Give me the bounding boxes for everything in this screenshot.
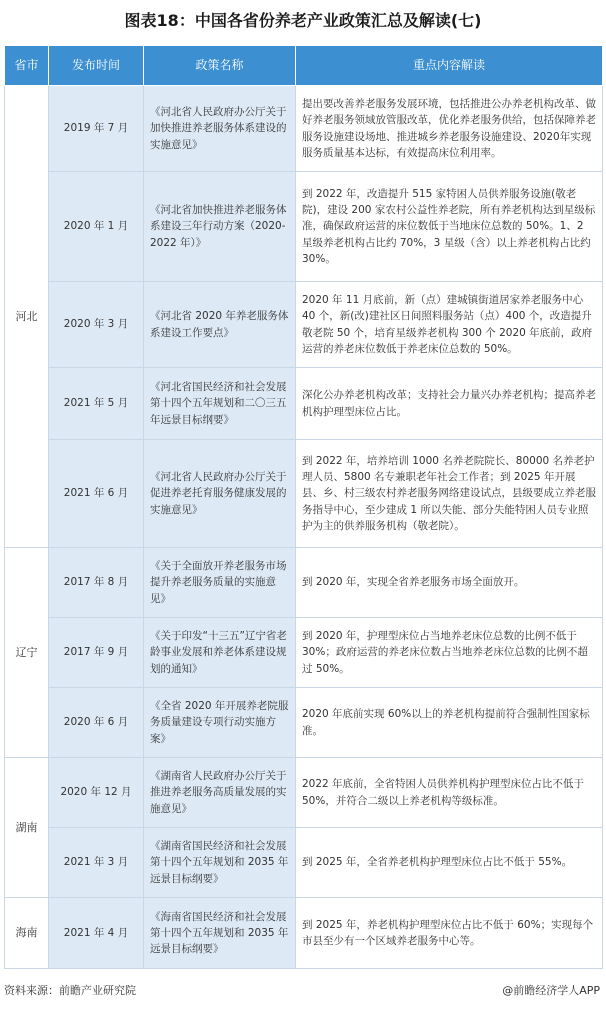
policy-table [4, 45, 603, 969]
date-cell: 2021 年 5 月 [49, 368, 144, 440]
content-cell: 到 2022 年，改造提升 515 家特困人员供养服务设施(敬老院)，建设 200 家农村公益性养老院，所有养老机构达到星级标准，确保政府运营的床位数低于当地床位总数的 50%。1、2 星级养老机构占比约 70%，3 星级（含）以上养老机构占比约 30%。 [296, 172, 603, 282]
table-row [5, 688, 603, 758]
date-cell: 2020 年 3 月 [49, 282, 144, 368]
table-row [5, 898, 603, 969]
table-row [5, 282, 603, 368]
date-cell: 2019 年 7 月 [49, 86, 144, 172]
column-header-key-content: 重点内容解读 [296, 46, 603, 86]
page-title: 图表18：中国各省份养老产业政策汇总及解读(七) [124, 11, 482, 30]
policy-name-cell: 《关于印发“十三五”辽宁省老龄事业发展和养老体系建设规划的通知》 [144, 618, 296, 688]
date-cell: 2020 年 12 月 [49, 758, 144, 828]
source-note: 资料来源：前瞻产业研究院 [4, 984, 136, 997]
policy-name-cell: 《河北省加快推进养老服务体系建设三年行动方案（2020-2022 年）》 [144, 172, 296, 282]
date-cell: 2021 年 6 月 [49, 440, 144, 548]
content-cell: 到 2020 年，实现全省养老服务市场全面放开。 [296, 548, 603, 618]
table-header-row [5, 46, 603, 86]
policy-name-cell: 《关于全面放开养老服务市场提升养老服务质量的实施意见》 [144, 548, 296, 618]
province-cell-liaoning: 辽宁 [5, 548, 49, 758]
table-row [5, 440, 603, 548]
policy-name-cell: 《海南省国民经济和社会发展第十四个五年规划和 2035 年远景目标纲要》 [144, 898, 296, 969]
policy-name-cell: 《河北省 2020 年养老服务体系建设工作要点》 [144, 282, 296, 368]
table-row [5, 172, 603, 282]
policy-name-cell: 《全省 2020 年开展养老院服务质量建设专项行动实施方案》 [144, 688, 296, 758]
content-cell: 到 2025 年，养老机构护理型床位占比不低于 60%；实现每个市县至少有一个区域养老服务中心等。 [296, 898, 603, 969]
date-cell: 2021 年 3 月 [49, 828, 144, 898]
table-row [5, 368, 603, 440]
table-row [5, 548, 603, 618]
province-cell-hebei: 河北 [5, 86, 49, 548]
content-cell: 深化公办养老机构改革；支持社会力量兴办养老机构；提高养老机构护理型床位占比。 [296, 368, 603, 440]
content-cell: 2020 年底前实现 60%以上的养老机构提前符合强制性国家标准。 [296, 688, 603, 758]
policy-name-cell: 《湖南省国民经济和社会发展第十四个五年规划和 2035 年远景目标纲要》 [144, 828, 296, 898]
content-cell: 到 2025 年，全省养老机构护理型床位占比不低于 55%。 [296, 828, 603, 898]
table-row [5, 758, 603, 828]
table-row [5, 618, 603, 688]
content-cell: 2020 年 11 月底前，新（点）建城镇街道居家养老服务中心 40 个，新(改)建社区日间照料服务站（点）400 个，改造提升敬老院 50 个，培育星级养老机构 300 个 2020 年底前，政府运营的养老床位数低于养老床位总数的 50%。 [296, 282, 603, 368]
column-header-date: 发布时间 [49, 46, 144, 86]
policy-name-cell: 《河北省人民政府办公厅关于促进养老托育服务健康发展的实施意见》 [144, 440, 296, 548]
policy-name-cell: 《河北省人民政府办公厅关于加快推进养老服务体系建设的实施意见》 [144, 86, 296, 172]
content-cell: 到 2022 年，培养培训 1000 名养老院院长、80000 名养老护理人员、5800 名专兼职老年社会工作者；到 2025 年开展县、乡、村三级农村养老服务网络建设试点，县级要成立养老服务指导中心，至少建成 1 所以失能、部分失能特困人员专业照护为主的供养服务机构（敬老院）。 [296, 440, 603, 548]
content-cell: 2022 年底前，全省特困人员供养机构护理型床位占比不低于50%，并符合二级以上养老机构等级标准。 [296, 758, 603, 828]
date-cell: 2020 年 1 月 [49, 172, 144, 282]
column-header-province: 省市 [5, 46, 49, 86]
brand-credit: @前瞻经济学人APP [502, 984, 600, 997]
date-cell: 2017 年 8 月 [49, 548, 144, 618]
table-row [5, 828, 603, 898]
date-cell: 2020 年 6 月 [49, 688, 144, 758]
policy-name-cell: 《湖南省人民政府办公厅关于推进养老服务高质量发展的实施意见》 [144, 758, 296, 828]
table-row [5, 86, 603, 172]
province-cell-hunan: 湖南 [5, 758, 49, 898]
date-cell: 2017 年 9 月 [49, 618, 144, 688]
footer [0, 978, 606, 1004]
content-cell: 提出要改善养老服务发展环境，包括推进公办养老机构改革、做好养老服务领域放管服改革，优化养老服务供给，包括保障养老服务设施建设场地、推进城乡养老服务设施建设、2020年实现服务质量基本达标，有效提高床位利用率。 [296, 86, 603, 172]
policy-name-cell: 《河北省国民经济和社会发展第十四个五年规划和二〇三五年远景目标纲要》 [144, 368, 296, 440]
column-header-policy-name: 政策名称 [144, 46, 296, 86]
date-cell: 2021 年 4 月 [49, 898, 144, 969]
province-cell-hainan: 海南 [5, 898, 49, 969]
content-cell: 到 2020 年，护理型床位占当地养老床位总数的比例不低于30%；政府运营的养老床位数占当地养老床位总数的比例不超过 50%。 [296, 618, 603, 688]
